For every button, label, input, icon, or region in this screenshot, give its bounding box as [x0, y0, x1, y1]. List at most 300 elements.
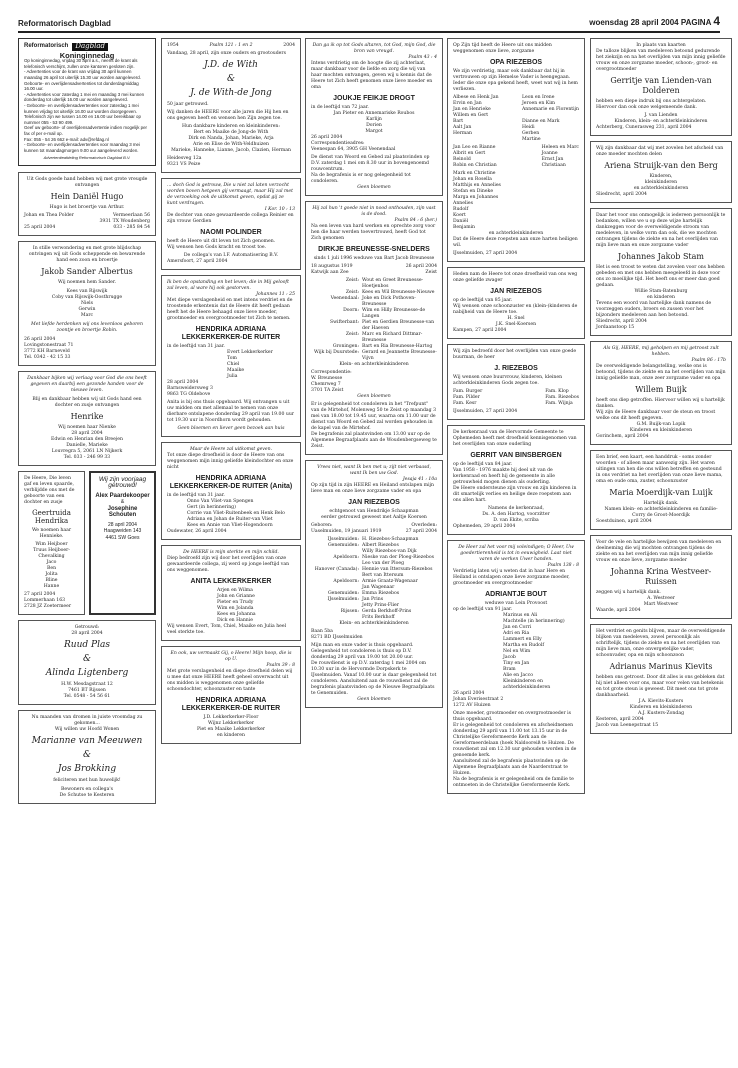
rd-logo — [24, 43, 150, 51]
intro: Een brief, een kaart, een handdruk - soms zonder woorden - of alleen maar aanwezig zijn. Het waren uitingen van hen die ons willen betreffen en gesteund in ons verdriet na het overlijden van onze lieve mama, oma en oude oma, zuster, schoonzuster — [596, 455, 723, 484]
name-a: Marianne van Meeuwen — [31, 735, 143, 746]
row-place: Zeist: — [345, 290, 359, 295]
birth-geertruida — [18, 471, 85, 615]
address: Baan 5ba 8271 BD IJsselmuiden — [311, 629, 363, 640]
verse: Dankbaar bijken wij verlaag voor God die ons heeft gegeven en daarbij een gezonde handen voor de nieuwe leven. — [27, 375, 147, 393]
birth-name: Geertruida Hendrika — [32, 508, 71, 525]
intro: Heden nam de Heere tot onze droefheid van ons weg onze geliefde zwager — [453, 272, 578, 283]
footer: Bewoners en collega's De Schutse te Kesteren — [59, 786, 115, 798]
text3: Gelegenheid tot condoleren is thuis op D.V. donderdag 29 april van 19.00 tot 20.00 uur. — [311, 649, 414, 660]
date: 28 april 2004 — [108, 521, 137, 528]
row-place: IJsselmuiden: — [327, 537, 359, 542]
intro: Met diepe verslagenheid en met intens verdriet en de troostende erkentenis dat de Heere dit heeft gedaan heeft het de Heere behaagd onze lieve moeder, grootmoeder en overgrootmoeder tot Zich te nemen. — [167, 298, 293, 321]
sub2: feliciteren met hun huwelijk! — [53, 777, 121, 783]
deceased-name: ANITA LEKKERKERKER — [190, 578, 272, 585]
deceased-name: Johanna Krina Westveer-Ruissen — [610, 567, 712, 586]
place-date: Kesteren, april 2004 Jacob van Leenepstraat 15 — [596, 717, 659, 728]
signature: J.A. Kievits-Kusters Kinderen en kleinkinderen A.J. Kusters-Zondag — [629, 699, 693, 716]
parents: Edwin en Henrian den Breejen Danielle, Marieke — [51, 436, 123, 448]
verse-ref: Jesaja 41 : 10a — [402, 477, 437, 482]
intro: Verdrietig laten wij u weten dat in haar Here en Heiland is ontslapen onze lieve zorgzame moeder, grootmoeder en overgrootmoeder — [453, 569, 570, 586]
memorial-verse: Met liefde herdenken wij ons levenloos geboren zoontje en broertje Robin. — [31, 321, 143, 333]
family-row — [311, 320, 437, 332]
page-number: 4 — [713, 14, 720, 28]
text2: heeft ons diep getroffen. Hiervoor willen wij u hartelijk danken. — [596, 398, 725, 409]
text3: Wij wensen hen Gods kracht en troost toe. — [167, 245, 267, 250]
notice-signature: Advertentieafdeling Reformatorisch Dagblad B.V. — [43, 155, 131, 161]
anniversary-dewith — [161, 38, 301, 173]
row-names: Wout en Greet Breunesse-Hoetjenbos — [362, 278, 424, 289]
verse-ref: Psalm 121 : 1 en 2 — [209, 43, 253, 48]
family-row — [311, 555, 437, 567]
name-b: Jos Brokking — [57, 763, 117, 774]
verse: De HEERE is mijn sterkte en mijn schild. — [183, 550, 279, 555]
text2: Er is gelegenheid tot condoleren in het "Trefpunt" van de Mirtehof, Molenweg 50 te Zeist op maandag 3 mei van 18.00 tot 19.45 uur, waarna om 11.00 uur de dienst van Woord en Gebed zal worden gehouden in de kapel van de Mirtehof. — [311, 402, 436, 431]
birth-place: Katwijk aan Zee — [311, 270, 349, 275]
deceased-name: Ariena Struijk-van den Berg — [604, 161, 718, 170]
verse: ... doch God is getrouw, Die u niet zal laten verzocht worden boven hetgeen gij vermaagt, maar Hij zal met de verzoeking ook de uitkomst geven, opdat gij ze kunt verdragen. — [167, 183, 293, 206]
deceased-name: Maria Moerdijk-van Luijk — [609, 488, 713, 497]
row-names: Gerard en Jeannette Breunesse-Vijvn — [362, 350, 437, 361]
date: 26 april 2004 — [453, 691, 485, 696]
text3: De Heere ondersteune zijn vrouw en zijn kinderen in dit smartelijk verlies en heilige deze roepstem aan ons allen hart. — [453, 486, 577, 503]
name-b: Josephine Schouten — [107, 505, 138, 519]
intro: Op zijn tijd in zijn HEERE en Heiland ontslapen mijn lieve man en onze lieve zorgzame vader en opa — [311, 483, 434, 494]
family-row — [311, 308, 437, 320]
row-names: Hennie van Ittersum-Riezebos Bert van Ittersum — [362, 567, 433, 578]
address: Lommerhaan 163 2728 JZ Zoetermeer — [24, 597, 72, 609]
text2: Hartelijk dank. — [643, 501, 679, 506]
intro: Het verdriet en genits blijven, maar de overweldigende blijken van medeleven, zowel persoonlijk als schriftelijk, tijdens de ziekte en na het overlijden van mijn lieve man, onze onvergetelijke vader, schoonvader, opa en mijn schoonzoon — [596, 629, 726, 658]
text2: Anita is bij ons thuis opgebaard. Wij ontvangen u uit uw midden om met allemaal te nemen van onze dierbare ontslapene donderdag 29 april van 19.00 uur tot 19.30 uur in Noordhorn wordt gehouden. — [167, 400, 294, 423]
grandchildren-left: Albese en Henk Jan Ervin en Jan Jan en Henrieke Willem en Gert Bart Aalt Jan Herman — [453, 95, 499, 136]
grandchildren-left-2: Jan Leo en Rianne Albrit en Gert Reinold Robin en Christian — [453, 145, 497, 168]
address: Correspondentieadres: Veenespan 64, 3905 GH Veenendaal — [311, 141, 396, 152]
family-row — [311, 278, 437, 290]
thanks-maria — [590, 450, 732, 530]
deceased-name: J. RIEZEBOS — [494, 365, 538, 372]
verse: De Heer zal het voor mij voleindigen; O Heer, Uw goedertierenheid is tot in eeuwigheid. Laat niet varen de werken Uwer handen. — [458, 545, 574, 562]
signature: Willie Stam-Batenburg en kinderen — [634, 289, 688, 300]
newspaper-name: Reformatorisch Dagblad — [18, 19, 111, 28]
deceased-name: HENDRIKA ADRIANA LEKKERKERKER-DE RUITER — [181, 697, 281, 712]
verse: Als Gij, HEERE, mij geholpen en mij getroost zult hebben. — [603, 346, 719, 357]
verse: Maar de Heere zal uitkomst geven. — [189, 447, 273, 452]
verse: En ook, uw vermaakt Gij, o Heere! Mijn hoop, die is op U. — [170, 651, 292, 662]
row-names: Bart en Ria Breunesse-Hartog — [362, 344, 433, 349]
address: H.W. Mesdagstraat 12 7461 BT Rijssen Tel. 0548 - 54 56 61 — [61, 681, 113, 699]
obituary-dirkje — [305, 201, 443, 455]
birth-sub: Wij noemen haar Nienke — [58, 424, 116, 430]
row-names: Wim en Hilly Breunesse-de Langen — [362, 308, 426, 319]
parents: Johan en Thea Polder — [24, 212, 74, 218]
age: op de leeftijd van 84 jaar. — [453, 462, 513, 467]
column-2 — [161, 38, 301, 1058]
amp: & — [82, 749, 91, 760]
birth-hein — [18, 172, 156, 236]
family-table — [311, 278, 437, 362]
deceased-name: HENDRIKA ADRIANA LEKKERKERKER-DE RUITER — [181, 326, 281, 341]
family-row — [311, 332, 437, 344]
text5: Na de begrafenis is er gelegenheid om de familie te ontmoeten in de Christelijke Gereformeerde Kerk. — [453, 777, 574, 788]
sub: weduwe van Lein Provoost — [484, 601, 548, 606]
intro: Met grote verslagenheid en diepe droefheid delen wij u mee dat onze HEERE heeft geheel onverwacht uit ons midden is weggenomen onze geliefde schoondochter, schoonzuster en tante — [167, 669, 293, 692]
age: in de leeftijd van 31 jaar. — [167, 493, 225, 498]
thanks-willem — [590, 341, 732, 445]
text2: Het is een troost te weten dat zovelen voor ons hebben gebeden en met ons hebben meegeleefd in deze voor ons zo moeilijke tijd. Het heeft ons er meer dan goed gedaan. — [596, 265, 725, 288]
thanks-johannes — [590, 208, 732, 336]
footer: Geen bloemen — [357, 185, 391, 190]
intro: Wij zijn dankbaar dat wij met zovelen het afscheid van onze moeder mochten delen — [596, 146, 724, 157]
death-date: 26 april 2004 — [405, 264, 437, 269]
text2: Onze moeder, grootmoeder en overgrootmoeder is thuis opgebaard. — [453, 711, 572, 722]
death-place: Zeist — [425, 270, 437, 275]
text3: Na de begrafenis is er nog gelegenheid tot condoleren. — [311, 173, 411, 184]
grandchildren: Klein- en achterkleinkinderen — [339, 621, 409, 626]
intro: Voor de vele en hartelijke bewijzen van medeleven en deelneming die wij mochten ontvangen tijdens de ziekte en na het overlijden van mijn innig geliefde vrouw en onze lieve, zorgzame moeder — [596, 540, 722, 563]
birth-name: Jakob Sander Albertus — [41, 266, 133, 276]
date: 28 april 2004 — [71, 430, 103, 436]
deceased-name: GERRIT VAN BINSBERGEN — [470, 452, 562, 459]
voucher-line2: getrouwd! — [108, 482, 137, 490]
deceased-name: ADRIANTJE BOUT — [485, 591, 547, 598]
text2: zeggen wij u hartelijk dank. — [596, 590, 661, 595]
row-names: Nieske van der Ploeg-Riezebos Leo van der Ploeg — [362, 555, 434, 566]
signature: J. van Lienden Kinderen, klein- en achterkleinkinderen — [614, 113, 708, 124]
family-row — [311, 609, 437, 621]
intro: De dochter van onze gewaardeerde collega Reinier en zijn vrouw Gerdien — [167, 213, 294, 224]
notice-title: Koninginnedag — [59, 50, 115, 60]
obituary-anita — [161, 545, 301, 641]
grandchildren-right: Leon en Irene Jeroen en Kim Annemarie en Florentijn Dianne en Mark Heidi Gerben Martine — [521, 95, 579, 142]
verse-ref: Psalm 86 : 17b — [691, 358, 726, 363]
thanks-adrianus — [590, 624, 732, 734]
birth-sub: We noemen haar Hennieke. — [31, 527, 72, 539]
signature: G.M. Buijk-van Lopik Kinderen en kleinkinderen — [629, 422, 693, 433]
amp: & — [82, 653, 91, 664]
date: 26 april 2004 — [24, 336, 56, 342]
signature: H. Snel J.K. Snel-Koersen — [495, 316, 537, 327]
row-names: Armie Graatz-Wagenaar Jan Wagenaar — [362, 579, 418, 590]
koninginnedag-notice — [18, 38, 156, 166]
logo-text-a: Reformatorisch — [24, 43, 69, 49]
row-names: Kees en Wil Breunesse-Nieuwe — [362, 290, 435, 295]
verse-ref: Psalm 39 : 8 — [266, 663, 295, 668]
name-b: Alinda Ligtenberg — [45, 667, 129, 678]
family-list: Bert en Maaike de Jong-de With Dirk en Nanda, Johan, Marieke, Arja Arie en Elise de With-Veldhuizen Marieke, Hanneke, Lianne, Jacob, Clazien, Herman — [171, 130, 291, 153]
family-list: Marinus en Ali Machtelle (in herinnering) Jan en Corri Adri en Ria Lammert en Elly Martha en Rudolf Nel en Wim Jacob Tiny en Jan Bram Alie en Jacco Kleinkinderen en achterkleinkinderen — [503, 613, 565, 690]
date: 26 april 2004 — [311, 135, 343, 140]
deceased-name: DIRKJE BREUNESSE-SNELDERS — [318, 246, 430, 253]
birth-intro: Blij en dankbaar hebben wij uit Gods hand een dochter en zusje ontvangen — [32, 396, 142, 408]
text2: Wij danken de HEERE voor alle jaren die Hij hen en ons gegeven heeft en wensen hen Zijn zegen toe. — [167, 110, 289, 121]
born-place: Uaselmuiden, 19 januari 1919 — [311, 529, 382, 534]
page-info — [589, 14, 720, 28]
row-names: Marc en Richard Dittmar-Breunesse — [362, 332, 423, 343]
name-a: Ruud Plas — [64, 639, 110, 650]
row-place: Genemuiden: — [327, 543, 359, 548]
row-place: Rijssen: — [340, 609, 359, 614]
intro: De kerkenraad van de Hervormde Gemeente te Ophemeden heeft met droefheid kennisgenomen van het overlijden van onze ouderling — [453, 430, 577, 447]
family-row — [311, 543, 437, 555]
text2: Wij wensen onze schoonzuster en (klein-)kinderen de nabijheid van de Heere toe. — [453, 304, 578, 315]
birth-name: Hein Daniël Hugo — [50, 191, 124, 201]
died-date: 27 april 2004 — [405, 529, 437, 534]
thanks-krina — [590, 535, 732, 619]
row-names: Emma Riezebos — [362, 591, 400, 596]
verse-ref: Johannes 11 : 25 — [256, 292, 295, 297]
place-date: Soestduinen, april 2004 — [596, 519, 652, 524]
died-label: Overleden: — [411, 523, 437, 528]
verse-ref: Psalm 138 : 8 — [547, 563, 579, 568]
intro: Na een leven van hard werken en oprechte zorg voor hen die haar werden toevertrouwd, heeft God tot Zich genomen — [311, 224, 436, 241]
title: In plaats van kaarten — [636, 43, 686, 48]
sub: echtgenoot van Hendrikje Schaapman — [329, 509, 419, 514]
row-place: Apeldoorn: — [333, 555, 359, 560]
place-date: Oudewater, 26 april 2004 — [167, 529, 227, 534]
thanks-gerritje — [590, 38, 732, 136]
name-a: J.D. de With — [204, 60, 258, 70]
column-1 — [18, 38, 156, 1058]
obituary-jan-riezebos — [305, 460, 443, 708]
family-list: Evert Lekkerkerker Tom Chiel Maaike Julia — [227, 350, 273, 379]
family-list: Onno Van Vliet-van Spengen Gert (in herinnering) Corrie van Vliet-Ruitenbeek en Henk Belo Adriana en Johan de Ruiter-van Vliet Kees en Annie van Vliet-Hogendoorn — [187, 499, 285, 528]
sub: sinds 1 juli 1996 weduwe van Bart Jacob Breunesse — [313, 256, 435, 261]
amp: & — [120, 499, 125, 506]
intro: Daar het voor ons onmogelijk is iedereen persoonlijk te bedanken, willen we u op deze wijze hartelijk dankzeggen voor de overweldigende stroom van medeleven, in welke vorm dan ook, die we mochten ontvangen tijdens de ziekte en na het overlijden van mijn lieve man en onze zorgzame vader — [596, 213, 726, 248]
row-names: Joke en Dick Pothoven-Breunesse — [362, 296, 416, 307]
page-date: woensdag 28 april 2004 — [589, 18, 679, 27]
signature: Namens de kerkenraad, Ds. A. den Hartog, voorzitter D. van Ekite, scriba — [482, 506, 550, 523]
family-row — [311, 597, 437, 609]
row-place: Hanover (Canada): — [314, 567, 359, 572]
text2: Wij wensen Evert, Tom, Chiel, Maaike en Julia heel veel sterkte toe. — [167, 624, 287, 635]
family-row — [311, 579, 437, 591]
date: 25 april 2004 — [24, 224, 56, 230]
row-names: Jan Prins Jetty Prins-Flier — [362, 597, 399, 608]
text2: hebben ons getroost. Door dit alles is ons gebleken dat hij niet alleen voor ons, maar voor velen van betekenis en tot grote steun is geweest. Dit meet ons tot grote dankbaarheid. — [596, 675, 725, 698]
row-names: Piet en Gerdien Breunesse-van der Haeven — [362, 320, 435, 331]
intro: Vandaag, 28 april, zijn onze ouders en grootouders — [167, 51, 286, 56]
wedding-ruud — [18, 620, 156, 705]
signature: Kinderen, kleinkinderen en achterkleinkinderen — [633, 174, 689, 191]
obituary-naomi — [161, 178, 301, 270]
sub: Wij willen uw Hoofd Wonen — [54, 726, 120, 732]
address: Barnsweidersweg 3 9863 TG Oldebove — [167, 386, 213, 397]
footer: Geen bloemen — [357, 697, 391, 702]
text2: Wij wensen onze buurvrouw, kinderen, kleinen achterkleinkinderen Gods zegen toe. — [453, 375, 563, 386]
family-list: J.D. Lekkerkerker-Floor Wijnz Lekkerkerker Piet en Maaike Lekkerkerker en kinderen — [197, 715, 265, 738]
row-place: Zeist: — [345, 278, 359, 283]
address: Johan Everisestraat 2 1272 AV Huizen — [453, 697, 504, 708]
place-date: Sliedrecht, april 2004 Jordaanstoop 15 — [596, 319, 647, 330]
text3: Wij zijn de Heere dankbaar voor de steun en troost welke ons dit heeft gegeven. — [596, 410, 716, 421]
place-date: IJsselmuiden, 27 april 2004 — [453, 251, 518, 256]
family-list: Kees van Rijswijk Coby van Rijswijk-Oosthrugge Niels Gerwin Marc — [51, 288, 123, 318]
city: 4461 SW Goes — [105, 534, 140, 541]
obituary-opa-riezebos — [447, 38, 585, 262]
obituary-j-riezebos — [447, 344, 585, 420]
row-place: Veenendaal: — [330, 296, 359, 301]
text3: De begrafenis zal plaatsvinden om 13.00 uur op de Algemene Begraafplaats aan de Woudenbergseweg te Zeist. — [311, 432, 437, 449]
deceased-name: Willem Buijk — [635, 385, 687, 394]
family-list: Wim Heijboer Truus Heijboer-Chevalking Jaco Ben Jolita Bline Hanne — [33, 541, 70, 589]
row-place: Zeist: — [345, 332, 359, 337]
text4: De rouwdienst is op D.V. zaterdag 1 mei 2004 om 10.30 uur in de Hervormde Dorpskerk te IJsselmuiden. Vanaf 10.00 uur is daar gelegenheid tot condoleren. Aansluitend aan de rouwdienst zal de begrafenis plaatsvinden op de Nieuwe Begraafplaats te Genemuiden. — [311, 661, 437, 696]
name-a: Alex Paardekooper — [95, 492, 150, 499]
birth-intro: In stille verwondering en met grote blijdschap ontvingen wij uit Gods scheppende en bewarende hand een zoon en broertje — [28, 245, 146, 263]
page-label: PAGINA — [680, 18, 712, 27]
born-label: Geboren: — [311, 523, 333, 528]
family-row — [311, 567, 437, 579]
deceased-name: JAN RIEZEBOS — [490, 288, 542, 295]
footer: Geen bloemen — [357, 394, 391, 399]
address: Heidesveg 12a 9321 VS Peize — [167, 156, 202, 167]
deceased-name: OPA RIEZEBOS — [489, 59, 543, 66]
obituary-jan-riezebos-2 — [447, 267, 585, 339]
birth-intro: De Heere, Die leven gaf en leven spaarde, verblijdde ons met de geboorte van een dochter en zusje — [24, 475, 75, 505]
address: Louvregra 5, 2061 LN Nijkerk Tel. 033 - 246 99 33 — [51, 448, 123, 460]
year-end: 2004 — [283, 43, 295, 48]
page-header — [18, 14, 720, 28]
intro: Diep bedroefd zijn wij door het overlijden van onze gewaardeerde collega, zij werd op jonge leeftijd van ons weggenomen. — [167, 556, 290, 573]
family-intro: Hun dankbare kinderen en kleinkinderen: — [182, 124, 280, 129]
age: in de leeftijd van 72 jaar. — [311, 105, 369, 110]
address: Correspondentie: W. Breunesse Chemrweg 7 3701 TA Zeist — [311, 370, 352, 393]
text3: Er is gelegenheid tot condoleren en afscheidnemen donderdag 29 april van 11.00 tot 13.15 uur in de Christelijke Gereformeerde Kerk aan de Gereformeerdelaan (hoek Naldooreiß te Huizen. De rouwdienst zal om 12.30 uur gehouden worden in de genoemde kerk. — [453, 723, 577, 758]
birth-henrike — [18, 371, 156, 466]
place-date: Amersfoort, 27 april 2004 — [167, 259, 228, 264]
verse-ref: Psalm 43 : 4 — [408, 55, 437, 60]
intro: De overweldigende belangstelling, welke ons is betoond, tijdens de ziekte en na het overlijden van mijn innig geliefde man, onze zeer zorgzame vader en opa — [596, 364, 726, 381]
header-rule — [18, 31, 720, 33]
amp: & — [226, 74, 235, 84]
place-date: IJsselmuiden, 27 april 2004 — [453, 409, 518, 414]
deceased-name: Gerritje van Lienden-van Dolderen — [610, 76, 712, 95]
birth-date: 18 augustus 1919 — [311, 264, 353, 269]
verse: Hij zal hun 't goede niet in nood onthouden, zijn vast is de dood. — [312, 206, 436, 217]
voucher-line1: Wij zijn voorjaag — [98, 475, 147, 483]
verse: Dan ga ik op tot Gods altaren, tot God, mijn God, die bron van vreugd. — [312, 43, 436, 54]
text2: Van 1958 - 1976 maakte hij deel uit van de kerkenraad en heeft hij de gemeente in alle getrouwheid mogen dienen als ouderling. — [453, 468, 555, 485]
family-row — [311, 350, 437, 362]
intro: Getrouwd: — [74, 624, 100, 630]
intro: Wij zijn bedroefd door het overlijden van onze goede buurman, de heer — [453, 349, 577, 360]
grand: en achterkleinkinderen — [488, 231, 544, 236]
verse: Ik ben de opstanding en het leven; die in Mij gelooft zal leven, al ware hij ook gestorven. — [167, 280, 289, 291]
column-3 — [305, 38, 443, 1058]
grandchildren-left-3: Mark en Christine Johan en Rosella Matthijs en Annelies Stefan en Dineke Marga en Johannes Annelies Rudolf Koert Daniël Benjamin — [453, 171, 501, 230]
place-date: Sliedrecht, april 2004 — [596, 192, 647, 197]
place-date: Achterberg, Cunerasweg 231, april 2004 — [596, 125, 692, 130]
deceased-name: HENDRIKA ADRIANA LEKKERKERKER-DE RUITER (Anita) — [169, 475, 293, 490]
deceased-name: Johannes Jakob Stam — [618, 252, 704, 261]
thanks-ariena — [590, 141, 732, 203]
text2: heeft de Heere uit dit leven tot Zich genomen. — [167, 239, 276, 244]
text2: De dienst van Woord en Gebed zal plaatsvinden op D.V. zaterdag 1 mei om 8.30 uur in bovengenoemd rouwcentrum. — [311, 155, 430, 172]
age: in de leeftijd van 31 jaar. — [167, 344, 225, 349]
intro: Nu maanden van dromen in juiste vroomdag zu gekomen... — [31, 714, 143, 726]
grandchildren-right-2: Heleen en Marc Joanne Ernst Jan Christiaan — [541, 145, 579, 168]
place-date: Kampen, 27 april 2004 — [453, 328, 507, 333]
family-table — [311, 537, 437, 621]
obituary-hendrika-2 — [161, 442, 301, 540]
birth-sub: Wij noemen hem Sander. — [57, 279, 117, 285]
grandchildren: Klein- en achterkleinkinderen — [339, 362, 409, 367]
signature: A. Westveer Mart Westveer — [643, 596, 679, 607]
obituary-hendrika-1 — [161, 275, 301, 437]
deceased-name: NAOMI POLINDER — [200, 229, 262, 236]
row-names: Gerda Berkhoff-Prins Frits Berkhoff — [362, 609, 412, 620]
notice-text: Op koninginnedag, vrijdag 30 april a.s., neemt de krant als telefonisch verschijnt, zullen onze kantoren gesloten zijn. - Advertenties voor de krant van vrijdag 30 april kunnen maandag 26 april tot uiterlijk 15.30 uur worden aangeleverd. Geboorte- en overlijdensadvertenties tot donderdagmiddag 16.00 uur. - Advertenties voor zaterdag 1 mei en maandag 3 mei kunnen donderdag tot uiterlijk 16.00 uur worden aangeleverd. - Geboorte- en overlijdensadvertenties voor zaterdag 1 mei kunnen vrijdag tot uiterlijk 16.00 uur worden doorgegeven. Telefonisch zijn we tussen 14.00 en 16.00 uur bereikbaar op nummer 055 - 53 90 499. Geef uw geboorte- of overlijdensadvertentie indien mogelijk per fax of per e-mail op. Fax: 055 - 54 26 662 e-mail: adv@refdag.nl - Geboorte- en overlijdensadvertenties voor maandag 3 mei kunnen tot maandagmorgen 9.00 uur aangeleverd worden. — [24, 58, 148, 153]
verse-ref: Psalm 84 : 6 (ber.) — [394, 218, 437, 223]
address: Lovingstonestraat 71 3772 KH Barneveld Tel. 0342 - 42 15 33 — [24, 342, 74, 360]
row-place: Wijk bij Duurstede: — [314, 350, 359, 355]
row-names: Albert Riezebos Willy Riezebos-van Dijk — [362, 543, 417, 554]
age: op de leeftijd van 85 jaar. — [453, 298, 513, 303]
row-place: Doorn: — [343, 308, 359, 313]
intro: Tot onze diepe droefheid is door de Heere van ons weggenomen mijn innig geliefde kleindochter en onze nicht — [167, 453, 294, 470]
address: Haagweiden 143 — [103, 528, 142, 535]
date: 28 april 2004 — [71, 630, 103, 636]
place-date: Gorinchem, april 2004 — [596, 434, 649, 439]
column-5 — [590, 38, 732, 1058]
text2: Mijn man en onze vader is thuis opgebaard. — [311, 643, 414, 648]
wedding-voucher — [89, 471, 156, 615]
neighbors-left: Fam. Burger Fam. Pilder Fam. Kesr — [453, 389, 483, 406]
date: 28 april 2004 — [167, 380, 199, 385]
logo-text-b: Dagblad — [72, 43, 108, 51]
name-b: J. de With-de Jong — [190, 88, 272, 98]
address: Vermeerlaan 56 3931 TX Woudenberg — [99, 212, 150, 224]
year-start: 1954 — [167, 43, 179, 48]
phone: 033 - 285 84 54 — [113, 224, 150, 230]
row-names: H. Riezebos-Schaapman — [362, 537, 419, 542]
text4: Dat de Heere deze roepsten aan onze harten heiligen wil. — [453, 237, 578, 248]
birth-name: Henrike — [70, 411, 104, 421]
birth-sub: Hugo is het broertje van Arthur. — [49, 204, 125, 210]
sub: 50 jaar getrouwd. — [167, 102, 209, 107]
text3: Ieder die onze opa gekend heeft, weet wat wij in hem verliezen. — [453, 81, 578, 92]
verse-ref: I Kor. 10 : 13 — [264, 207, 295, 212]
signature: Namen klein- en achterkleinkinderen en familie- Corry de Groot-Moerdijk — [604, 507, 718, 518]
obituary-joukje — [305, 38, 443, 196]
birth-intro: Uit Gods goede hand hebben wij met grote vreugde ontvangen — [26, 176, 148, 188]
wedding-marianne — [18, 710, 156, 804]
obituary-gerrit — [447, 425, 585, 535]
family-row — [311, 296, 437, 308]
text4: Aansluitend zal de begrafenis plaatsvinden op de Algemene Begraafplaats aan de Naarderstraat te Huizen. — [453, 759, 568, 776]
deceased-name: Adrianus Marinus Kievits — [609, 662, 713, 671]
intro: Intens verdrietig om de hoogte die zij achterlaat, maar dankbaar voor de liefde en zorg die wij van haar mochten ontvangen, geven wij u kennis dat de Heere tot Zich heeft genomen onze lieve moeder en oma — [311, 61, 433, 90]
text2: We zijn verdrietig, maar ook dankbaar dat hij in vertrouwen op zijn Hemelse Vader is heengegaan. — [453, 69, 571, 80]
footer: De collega's van I.F. Automatisering B.V. — [183, 253, 279, 258]
verse: Vrees niet, want Ik ben met u; zijt niet verbaasd, want Ik ben uw God. — [317, 465, 431, 476]
family-list: Arjen en Wilma John en Grianne Pieter en Trudy Wim en Jolanda Kees en Johanna Dick en Hannie — [217, 588, 256, 623]
intro: Op Zijn tijd heeft de Heere uit ons midden weggenomen onze lieve, zorgzame — [453, 43, 552, 54]
birth-jakob — [18, 241, 156, 366]
intro: De talloze blijken van medeleven betoond gedurende het ziekzijn en na het overlijden van mijn innig geliefde vrouw en onze zorgzame moeder, schoon-, groot- en overgrootmoeder — [596, 49, 726, 72]
place-date: Ophemeden, 29 april 2004 — [453, 524, 516, 529]
row-place: Groningen: — [332, 344, 359, 349]
row-place: IJsselmuiden: — [327, 597, 359, 602]
row-place: Swifterbant: — [329, 320, 359, 325]
age: op de leeftijd van 91 jaar. — [453, 607, 513, 612]
sub2: eerder getrouwd geweest met Aaltje Koersen — [321, 515, 427, 520]
family-list: Jan Pieter en Annemariske Roubos Karlijn Dorien Margot — [333, 111, 415, 134]
deceased-name: JAN RIEZEBOS — [348, 499, 400, 506]
place-date: Waarde, april 2004 — [596, 608, 641, 613]
